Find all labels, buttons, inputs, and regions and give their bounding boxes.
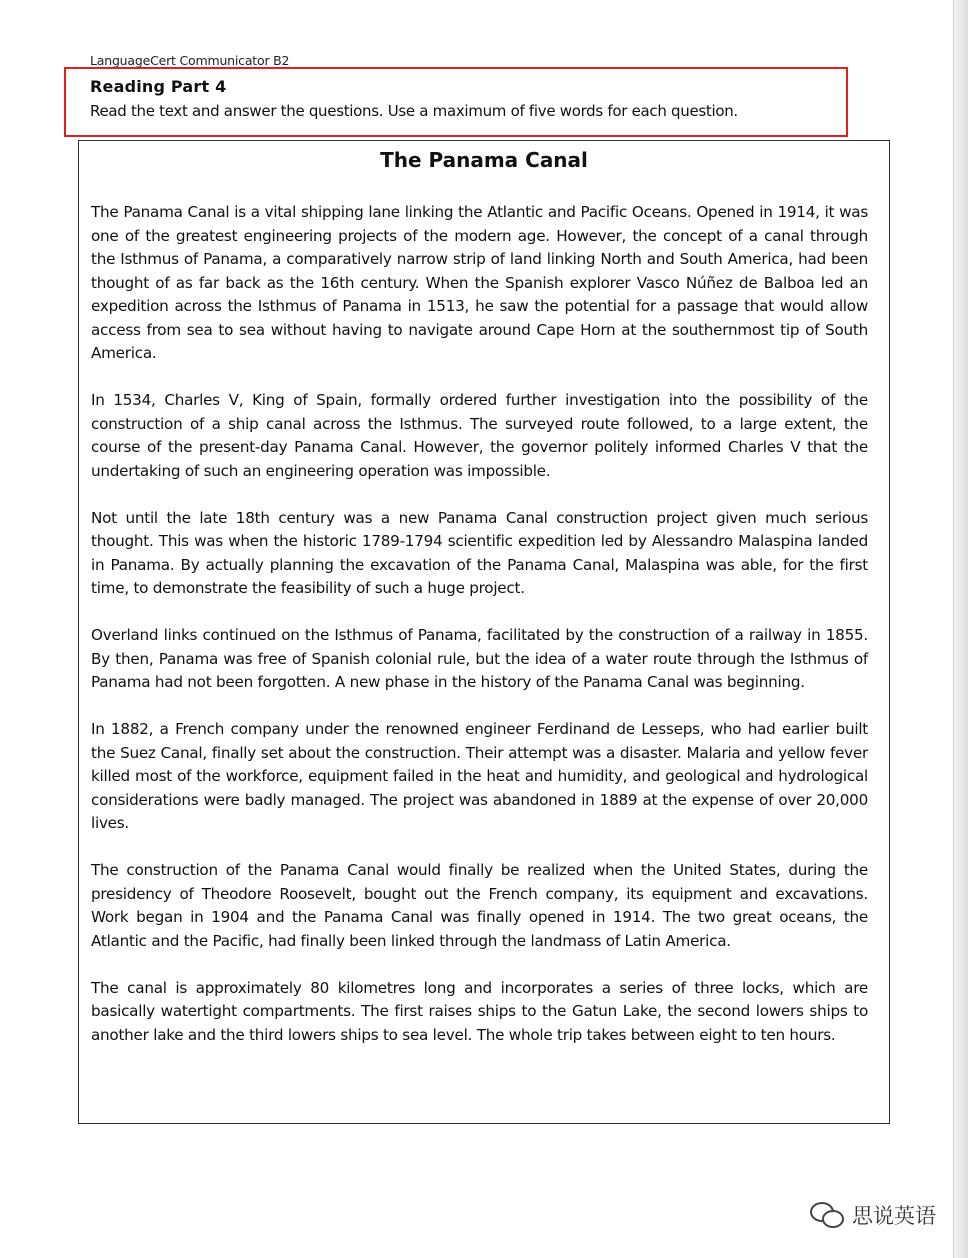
article-title: The Panama Canal bbox=[380, 148, 588, 172]
wechat-icon bbox=[810, 1202, 844, 1228]
paragraph-1: The Panama Canal is a vital shipping lane linking the Atlantic and Pacific Oceans. Opened in 1914, it was one of the greatest engineering projects of the modern age. However, the concept of a canal through the Isthmus of Panama, a comparatively narrow strip of land linking North and South America, had been thought of as far back as the 16th century. When the Spanish explorer Vasco Núñez de Balboa led an expedition across the Isthmus of Panama in 1513, he saw the potential for a passage that would allow access from sea to sea without having to navigate around Cape Horn at the southernmost tip of South America. bbox=[91, 203, 868, 362]
paragraph-4: Overland links continued on the Isthmus of Panama, facilitated by the construction of a railway in 1855. By then, Panama was free of Spanish colonial rule, but the idea of a water route through the Isthmus of Panama had not been forgotten. A new phase in the history of the Panama Canal was beginning. bbox=[91, 626, 868, 691]
section-title: Reading Part 4 bbox=[90, 77, 227, 96]
paragraph-5: In 1882, a French company under the renowned engineer Ferdinand de Lesseps, who had earlier built the Suez Canal, finally set about the construction. Their attempt was a disaster. Malaria and yellow fever killed most of the workforce, equipment failed in the heat and humidity, and geological and hydrological considerations were badly managed. The project was abandoned in 1889 at the expense of over 20,000 lives. bbox=[91, 720, 868, 832]
instruction-text: Read the text and answer the questions. Use a maximum of five words for each question. bbox=[90, 102, 738, 120]
paragraph-7: The canal is approximately 80 kilometres long and incorporates a series of three locks, which are basically watertight compartments. The first raises ships to the Gatun Lake, the second lowers ships to another lake and the third lowers ships to sea level. The whole trip takes between eight to ten hours. bbox=[91, 978, 868, 1044]
paragraph-3: Not until the late 18th century was a new Panama Canal construction project given much serious thought. This was when the historic 1789-1794 scientific expedition led by Alessandro Malaspina landed in Panama. By actually planning the excavation of the Panama Canal, Malaspina was able, for the first time, to demonstrate the feasibility of such a huge project. bbox=[91, 508, 868, 597]
paragraph-2: In 1534, Charles V, King of Spain, formally ordered further investigation into the possibility of the construction of a ship canal across the Isthmus. The surveyed route followed, to a large extent, the course of the present-day Panama Canal. However, the governor politely informed Charles V that the undertaking of such an engineering operation was impossible. bbox=[91, 391, 868, 480]
instruction-highlight-box bbox=[64, 67, 848, 137]
article-body bbox=[91, 201, 868, 1071]
watermark-text: 思说英语 bbox=[852, 1204, 936, 1228]
exam-name: LanguageCert Communicator B2 bbox=[90, 53, 290, 68]
paragraph-6: The construction of the Panama Canal would finally be realized when the United States, during the presidency of Theodore Roosevelt, bought out the French company, its equipment and excavations. Work began in 1904 and the Panama Canal was finally opened in 1914. The two great oceans, the Atlantic and the Pacific, had finally been linked through the landmass of Latin America. bbox=[91, 861, 868, 950]
page-edge bbox=[953, 0, 968, 1258]
reading-text-frame bbox=[78, 140, 890, 1124]
watermark bbox=[810, 1200, 936, 1230]
